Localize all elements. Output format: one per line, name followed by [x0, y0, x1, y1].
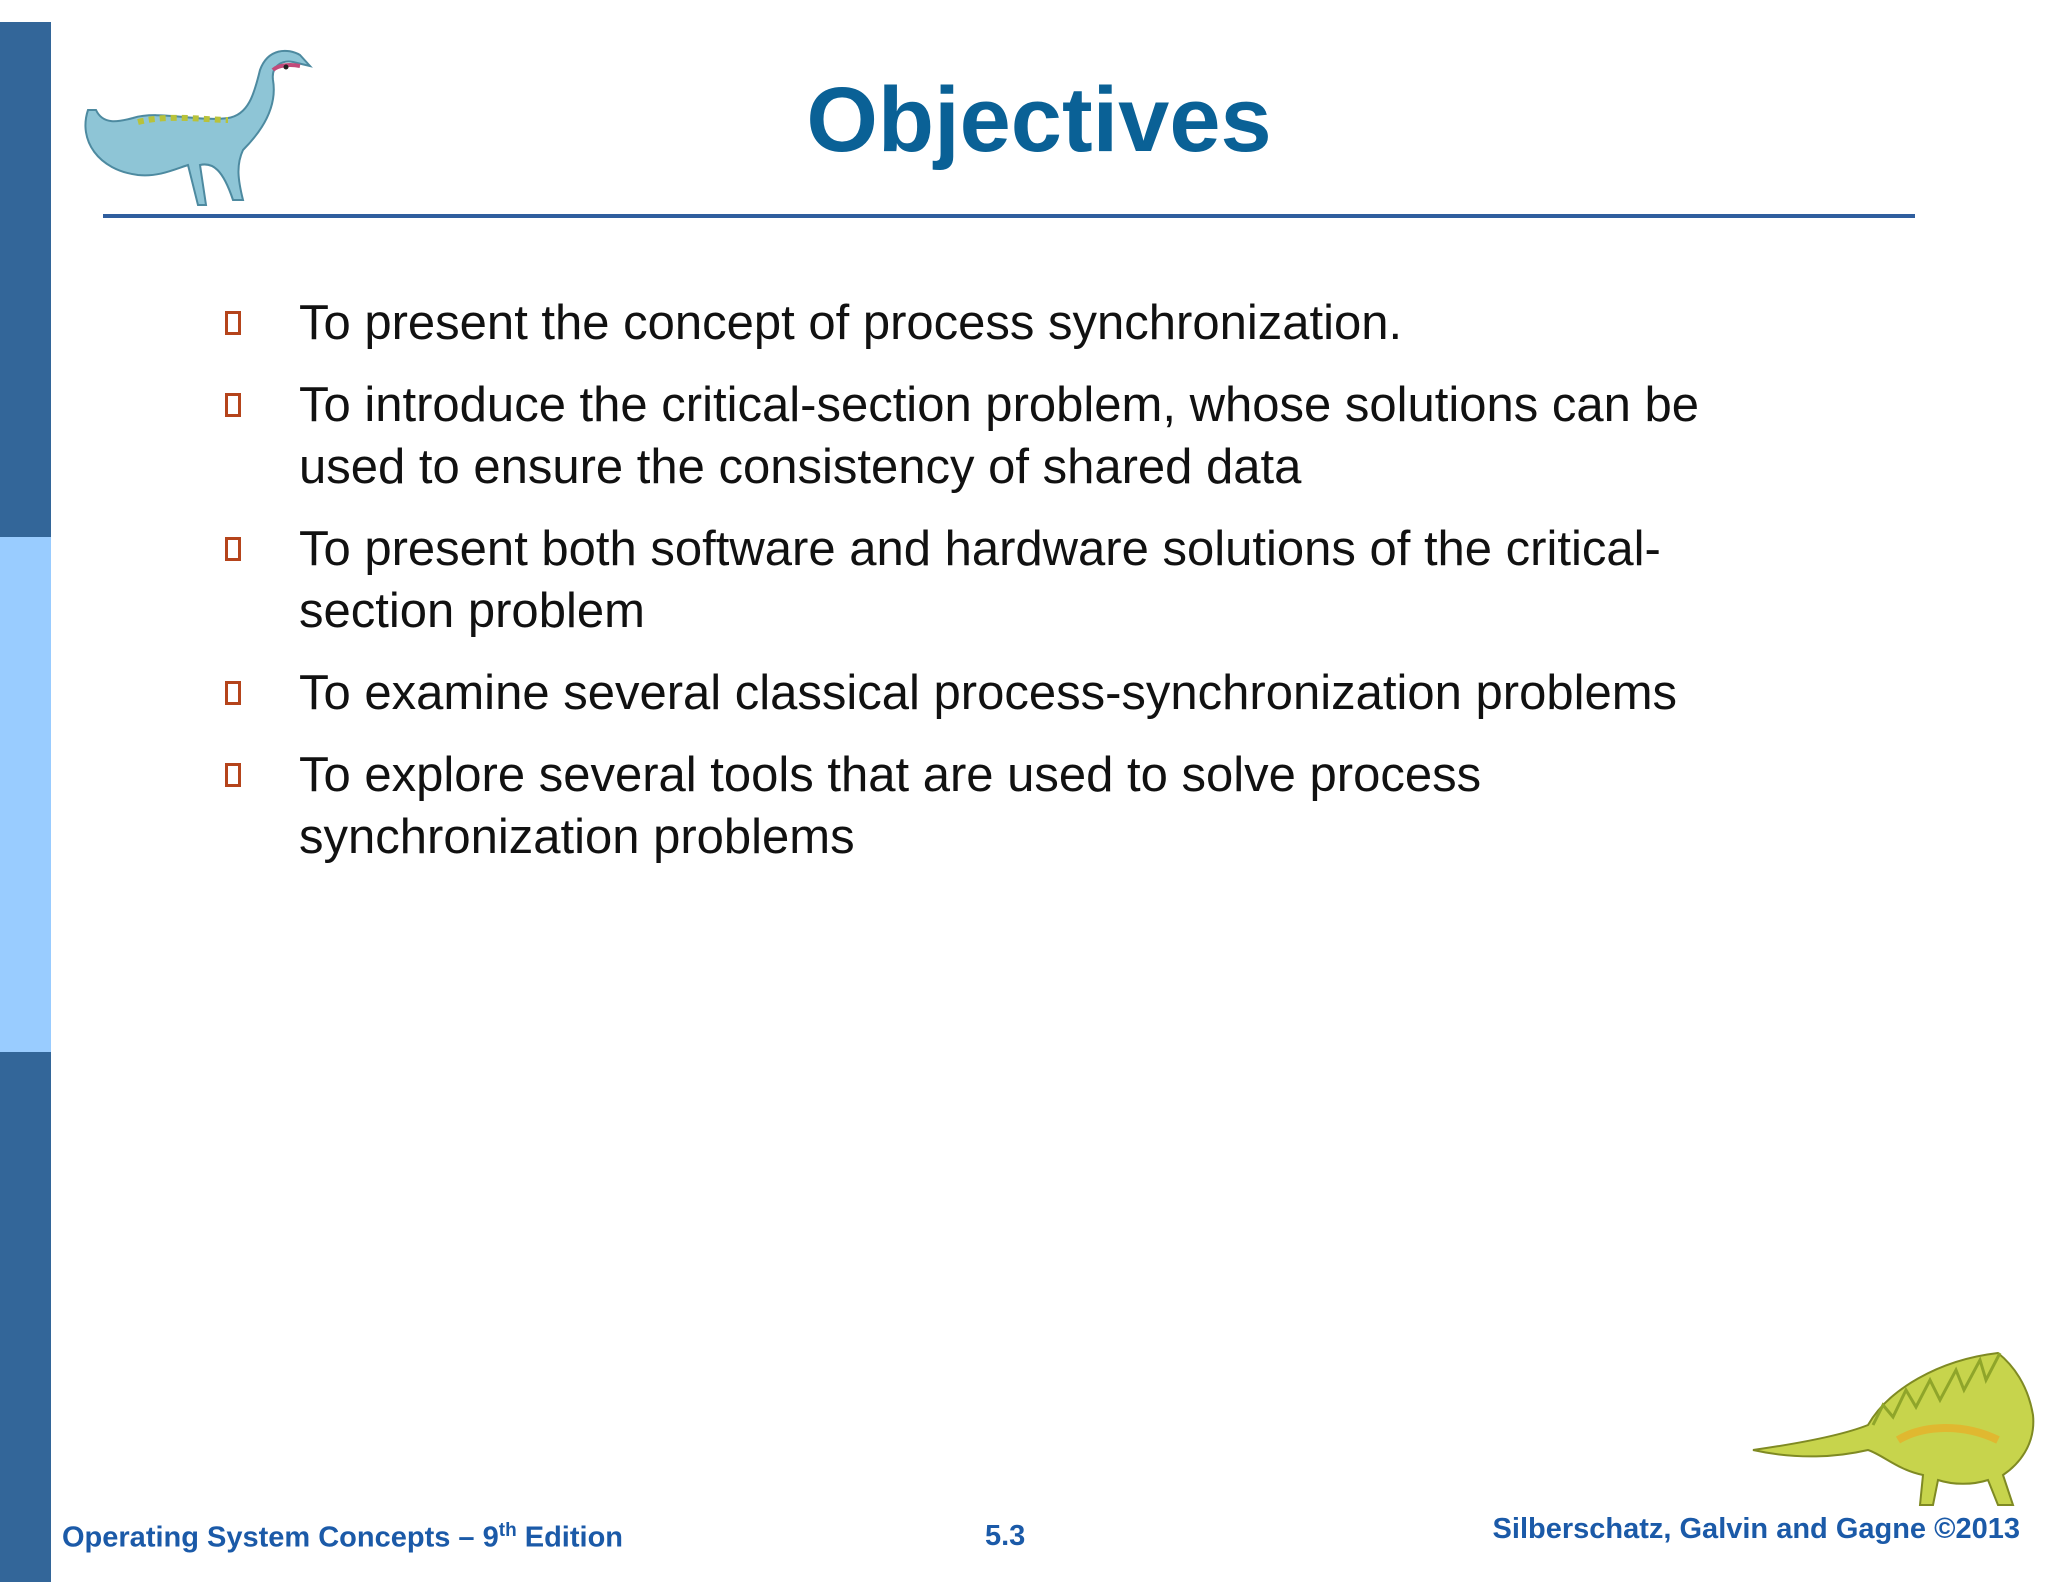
footer-edition-superscript: th — [498, 1520, 517, 1541]
sidebar-stripe-bottom — [0, 1052, 51, 1582]
list-item — [220, 374, 1720, 498]
list-item — [220, 744, 1720, 868]
bullet-box-icon — [225, 311, 241, 335]
objectives-list — [220, 292, 1720, 888]
sidebar-stripe-middle — [0, 537, 51, 1052]
bullet-box-icon — [225, 763, 241, 787]
slide-title: Objectives — [806, 69, 1272, 171]
list-item — [220, 662, 1720, 724]
footer-book-title-text: Operating System Concepts – 9 — [62, 1521, 499, 1554]
page-number: 5.3 — [985, 1520, 1026, 1552]
footer-copyright: Silberschatz, Galvin and Gagne ©2013 — [1492, 1513, 2020, 1545]
bullet-box-icon — [225, 681, 241, 705]
bullet-box-icon — [225, 537, 241, 561]
dinosaur-illustration-bottom — [1748, 1345, 2038, 1520]
footer-book-title-suffix: Edition — [516, 1521, 624, 1554]
title-divider — [103, 214, 1915, 218]
bullet-text: To present the concept of process synchronization. — [299, 296, 1403, 350]
list-item — [220, 292, 1720, 354]
bullet-text: To present both software and hardware solutions of the critical-section problem — [299, 522, 1661, 638]
footer-book-title — [62, 1520, 623, 1555]
list-item — [220, 518, 1720, 642]
bullet-text: To explore several tools that are used to solve process synchronization problems — [299, 748, 1482, 864]
bullet-box-icon — [225, 393, 241, 417]
bullet-text: To introduce the critical-section problem, whose solutions can be used to ensure the consistency of shared data — [299, 378, 1699, 494]
bullet-text: To examine several classical process-synchronization problems — [299, 666, 1678, 720]
